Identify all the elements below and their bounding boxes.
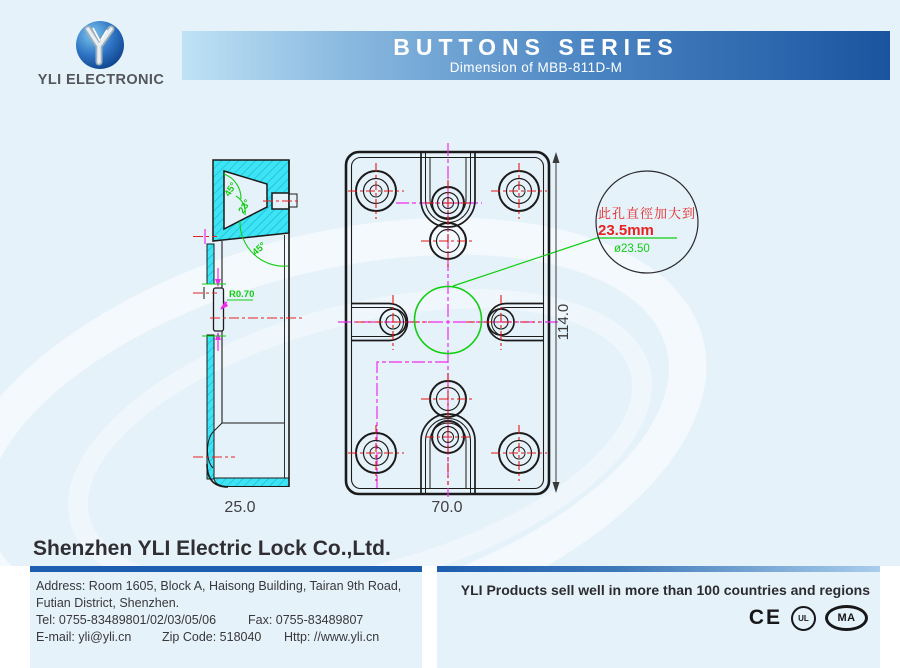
slogan-panel (437, 566, 880, 668)
fax-number: Fax: 0755-83489807 (248, 613, 364, 627)
slogan-panel-rule (437, 566, 880, 572)
ce-mark-icon: CE (748, 606, 782, 629)
email-address: E-mail: yli@yli.cn (36, 630, 132, 644)
tel-number: Tel: 0755-83489801/02/03/05/06 (36, 613, 217, 627)
front-width-dimension: 70.0 (431, 499, 463, 516)
logo-company-text: YLI ELECTRONIC (37, 72, 165, 88)
marketing-slogan: YLI Products sell well in more than 100 countries and regions (460, 582, 870, 598)
note-text-diameter: ø23.50 (614, 243, 650, 255)
note-text-size: 23.5mm (598, 222, 654, 239)
ul-mark-icon: UL (791, 606, 816, 631)
radius-label: R0.70 (229, 289, 255, 300)
angle-label-mid: 23° (236, 197, 254, 216)
note-text-cn: 此孔直徑加大到 (597, 206, 697, 221)
height-dimension-label: 114.0 (555, 303, 572, 341)
angle-label-top: 45° (222, 180, 240, 199)
zip-code: Zip Code: 518040 (162, 630, 262, 644)
height-dimension (553, 152, 573, 493)
series-title: BUTTONS SERIES (393, 34, 679, 60)
front-view-drawing (338, 143, 677, 516)
website-url: Http: //www.yli.cn (284, 630, 380, 644)
company-name: Shenzhen YLI Electric Lock Co.,Ltd. (33, 537, 391, 560)
ma-mark-icon: MA (825, 605, 868, 631)
certification-marks (437, 605, 868, 631)
side-width-dimension: 25.0 (224, 499, 256, 516)
angle-label-low: 45° (250, 240, 269, 259)
address-line-2: Futian District, Shenzhen. (36, 596, 180, 610)
address-line-1: Address: Room 1605, Block A, Haisong Building, Tairan 9th Road, (36, 579, 402, 593)
button-profile (214, 288, 224, 331)
detail-balloon (596, 171, 698, 273)
model-subtitle: Dimension of MBB-811D-M (449, 60, 623, 75)
contact-panel (30, 566, 422, 668)
address-block (30, 572, 422, 646)
side-view-drawing (193, 160, 302, 516)
